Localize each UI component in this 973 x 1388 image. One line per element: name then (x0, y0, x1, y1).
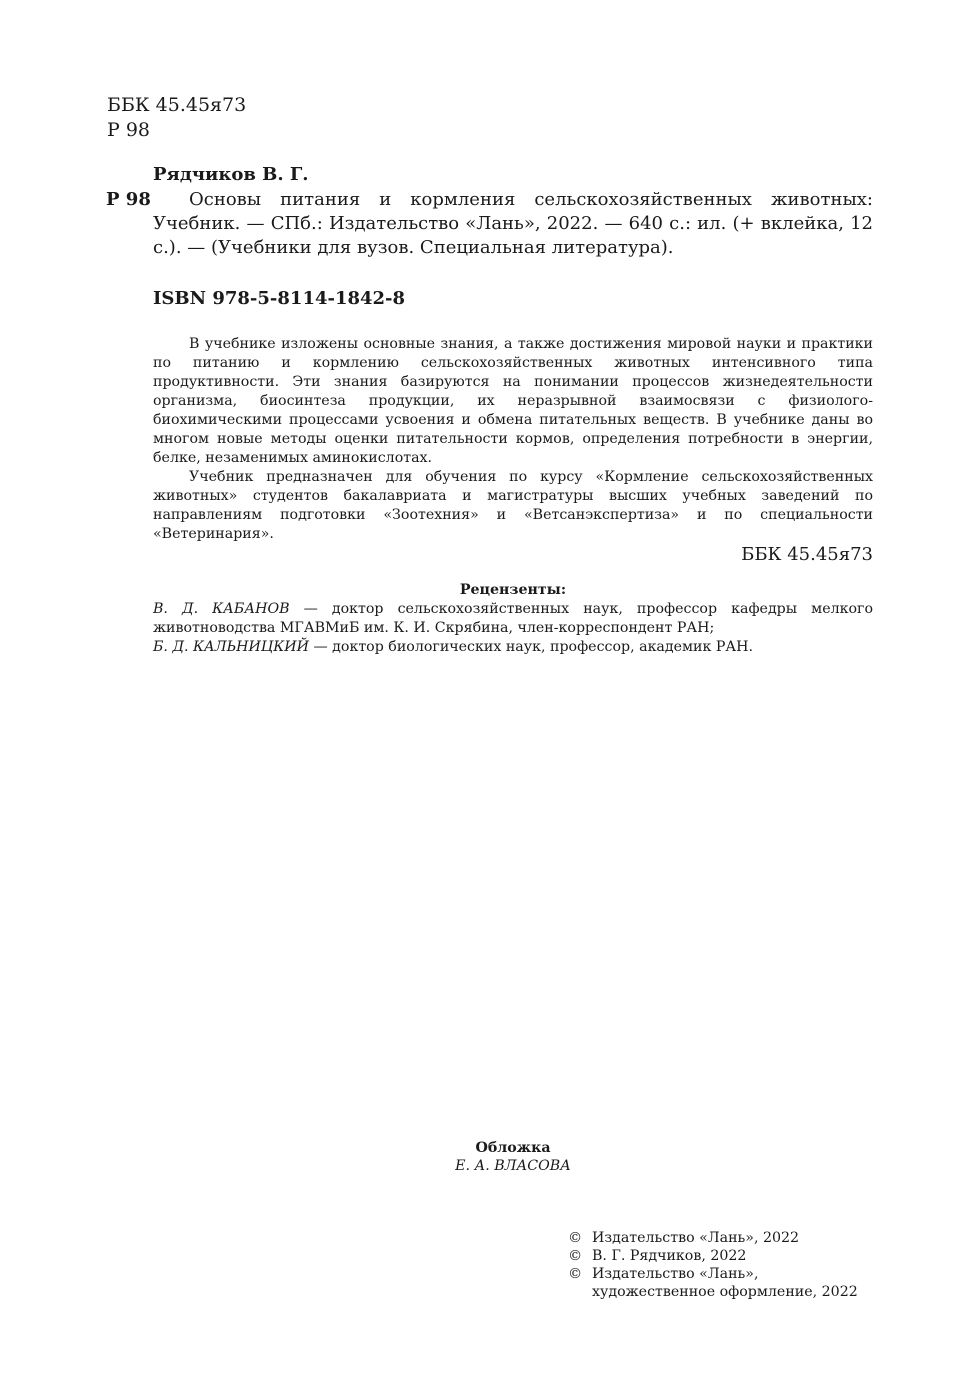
isbn: ISBN 978-5-8114-1842-8 (153, 288, 406, 309)
reviewer-description: — доктор сельскохозяйственных наук, профессор кафедры мелкого животноводства МГАВМиБ им. К. И. Скрябина, член-корреспондент РАН; (153, 601, 873, 636)
cover-credit (153, 1139, 873, 1175)
bbk-code: ББК 45.45я73 (107, 94, 247, 116)
reviewers-heading: Рецензенты: (459, 582, 567, 598)
copyright-block (568, 1229, 858, 1301)
reviewer-description: — доктор биологических наук, профессор, академик РАН. (308, 639, 754, 655)
copyright-line (568, 1265, 858, 1283)
reviewer-name: Б. Д. КАЛЬНИЦКИЙ (153, 639, 309, 655)
copyright-line (568, 1247, 858, 1265)
reviewers-block (153, 581, 873, 657)
author-sign-bold: Р 98 (106, 189, 151, 210)
copyright-continuation: художественное оформление, 2022 (592, 1284, 858, 1300)
reviewer-entry (153, 600, 873, 638)
cover-heading: Обложка (475, 1140, 551, 1156)
bibliographic-description: Основы питания и кормления сельскохозяйственных животных: Учебник. — СПб.: Издательство «Лань», 2022. — 640 с.: ил. (+ вклейка, 12 с.). — (Учебники для вузов. Специальная литература). (153, 189, 873, 258)
reviewer-entry (153, 638, 873, 657)
copyright-line (568, 1229, 858, 1247)
copyright-text: В. Г. Рядчиков, 2022 (592, 1248, 747, 1264)
abstract (153, 335, 873, 544)
reviewer-name: В. Д. КАБАНОВ (153, 601, 290, 617)
cover-designer: Е. А. ВЛАСОВА (455, 1158, 571, 1174)
copyright-icon: © (568, 1230, 583, 1246)
bbk-code-right: ББК 45.45я73 (741, 544, 873, 565)
classification-block (107, 93, 246, 143)
copyright-icon: © (568, 1248, 583, 1264)
copyright-text: Издательство «Лань», (592, 1266, 759, 1282)
abstract-paragraph: Учебник предназначен для обучения по курсу «Кормление сельскохозяйственных животных» студентов бакалавриата и магистратуры высших учебных заведений по направлениям подготовки «Зоотехния» и «Ветсанэкспертиза» и по специальности «Ветеринария». (153, 469, 873, 542)
copyright-text: Издательство «Лань», 2022 (592, 1230, 800, 1246)
abstract-paragraph: В учебнике изложены основные знания, а также достижения мировой науки и практики по питанию и кормлению сельскохозяйственных животных интенсивного типа продуктивности. Эти знания базируются на понимании процессов жизнедеятельности организма, биосинтеза продукции, их неразрывной взаимосвязи с физиолого-биохимическими процессами усвоения и обмена питательных веществ. В учебнике даны во многом новые методы оценки питательности кормов, определения потребности в энергии, белке, незаменимых аминокислотах. (153, 336, 873, 466)
author-sign: Р 98 (107, 119, 151, 141)
author-name: Рядчиков В. Г. (153, 164, 309, 185)
copyright-line (568, 1283, 858, 1301)
copyright-icon: © (568, 1266, 583, 1282)
